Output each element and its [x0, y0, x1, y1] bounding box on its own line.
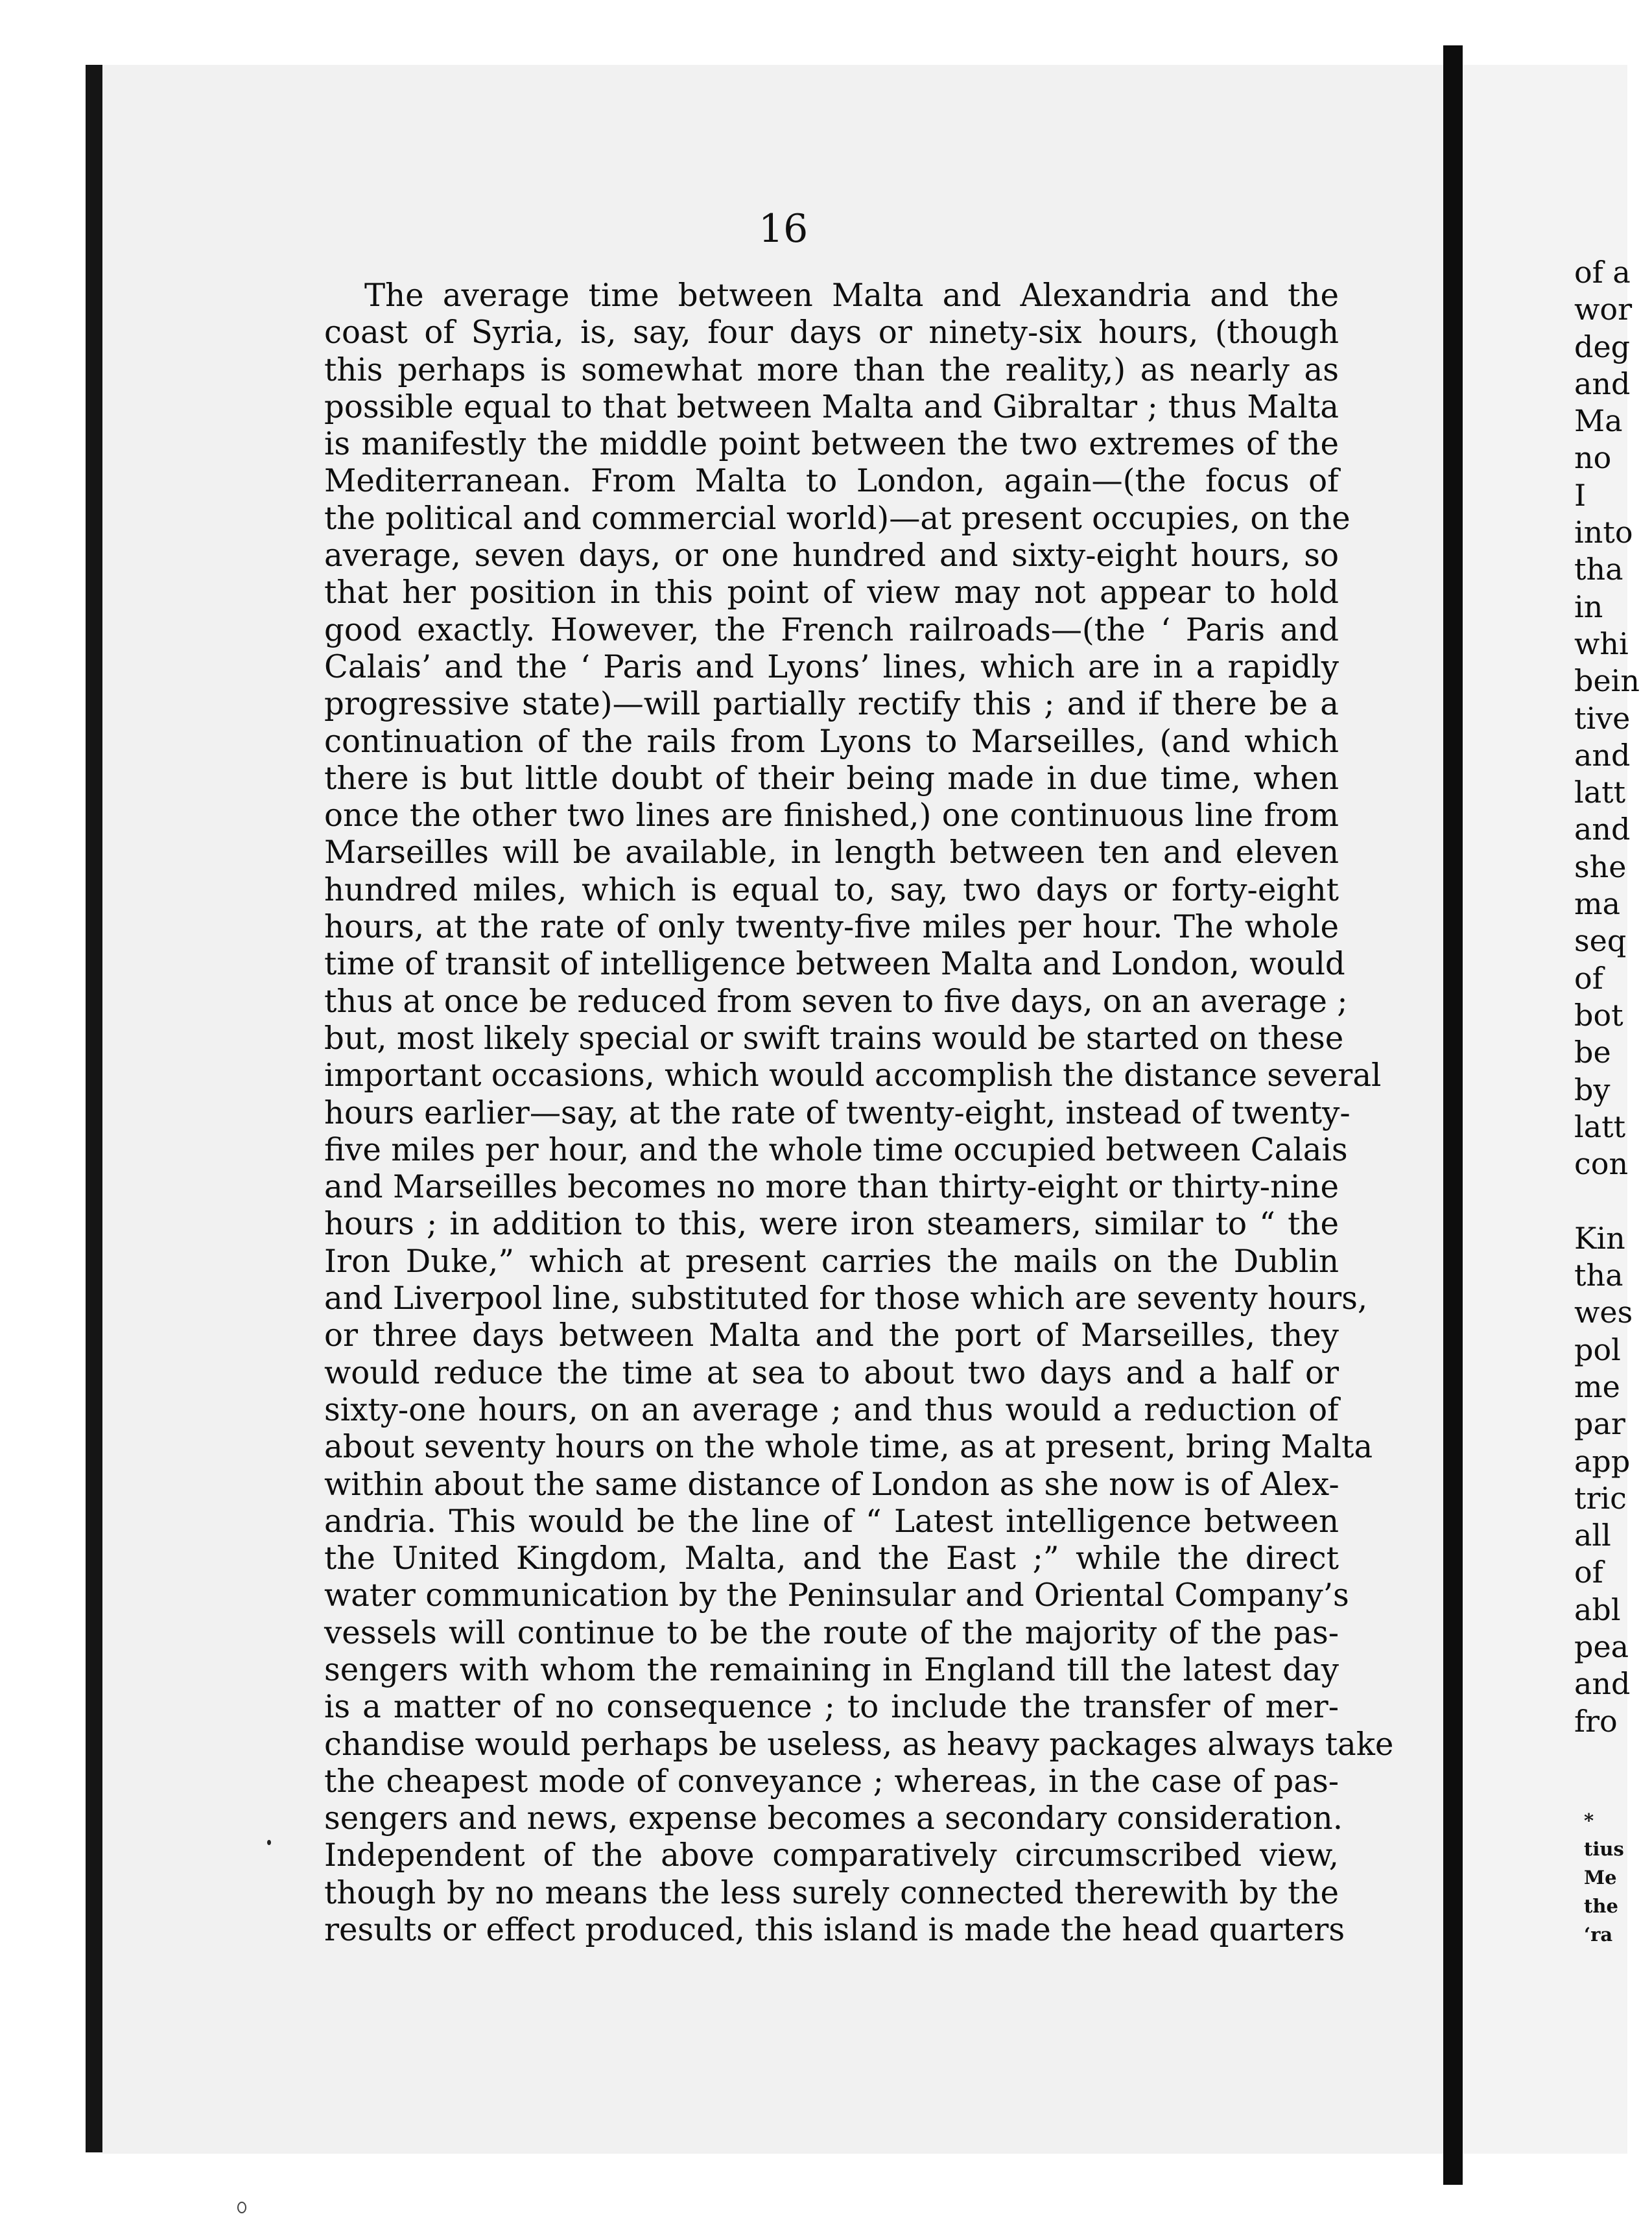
- ink-speck: [267, 1840, 271, 1845]
- text-line: or three days between Malta and the port of Marseilles, they: [324, 1317, 1339, 1354]
- next-page-line: tha: [1574, 552, 1623, 587]
- next-page-line: tive: [1574, 700, 1631, 736]
- next-page-line: I: [1574, 477, 1587, 513]
- next-page-line: whi: [1574, 626, 1629, 661]
- next-page-line: pea: [1574, 1629, 1629, 1664]
- next-page-line: wes: [1574, 1295, 1633, 1330]
- text-line: the cheapest mode of conveyance ; whereas, in the case of pas-: [324, 1763, 1339, 1800]
- next-page-line: and: [1574, 1666, 1631, 1702]
- text-line: Calais’ and the ‘ Paris and Lyons’ lines, which are in a rapidly: [324, 648, 1339, 685]
- next-page-line: wor: [1574, 292, 1633, 327]
- text-line: Mediterranean. From Malta to London, again—(the focus of: [324, 463, 1339, 500]
- next-page-line: into: [1574, 515, 1633, 550]
- next-page-text: [1574, 254, 1652, 1740]
- text-line: chandise would perhaps be useless, as heavy packages always take: [324, 1726, 1394, 1763]
- next-page-line: con: [1574, 1146, 1629, 1182]
- next-page-line: tric: [1574, 1480, 1627, 1516]
- next-page-line: and: [1574, 366, 1631, 401]
- next-page-line: of: [1574, 960, 1603, 996]
- next-page-line: in: [1574, 589, 1603, 624]
- text-line: and Liverpool line, substituted for those which are seventy hours,: [324, 1280, 1368, 1317]
- text-line: progressive state)—will partially rectify this ; and if there be a: [324, 686, 1339, 723]
- text-line: water communication by the Peninsular and Oriental Company’s: [324, 1577, 1349, 1614]
- body-text: [324, 277, 1394, 1949]
- text-line: hours earlier—say, at the rate of twenty-eight, instead of twenty-: [324, 1094, 1351, 1131]
- text-line: continuation of the rails from Lyons to Marseilles, (and which: [324, 723, 1339, 760]
- next-page-line: all: [1574, 1518, 1611, 1553]
- text-line: coast of Syria, is, say, four days or ninety-six hours, (though: [324, 314, 1339, 351]
- next-page-line: be: [1574, 1035, 1611, 1070]
- text-line: hundred miles, which is equal to, say, two days or forty-eight: [324, 871, 1339, 908]
- text-line: hours, at the rate of only twenty-five miles per hour. The whole: [324, 909, 1339, 946]
- next-page-line: me: [1574, 1369, 1620, 1404]
- next-page-line: bot: [1574, 997, 1623, 1033]
- next-page-line: latt: [1574, 775, 1626, 810]
- text-line: thus at once be reduced from seven to five days, on an average ;: [324, 983, 1348, 1020]
- text-line: but, most likely special or swift trains would be started on these: [324, 1020, 1344, 1057]
- text-line: is a matter of no consequence ; to include the transfer of mer-: [324, 1689, 1339, 1726]
- text-line: this perhaps is somewhat more than the reality,) as nearly as: [324, 351, 1339, 388]
- text-line: time of transit of intelligence between Malta and London, would: [324, 946, 1345, 983]
- next-page-line: of: [1574, 1555, 1603, 1590]
- next-page-line: seq: [1574, 923, 1627, 959]
- text-line: within about the same distance of London as she now is of Alex-: [324, 1466, 1339, 1503]
- next-page-note-line: Me: [1584, 1866, 1617, 1889]
- text-line: andria. This would be the line of “ Latest intelligence between: [324, 1503, 1339, 1540]
- text-line: hours ; in addition to this, were iron steamers, similar to “ the: [324, 1206, 1339, 1243]
- next-page-line: by: [1574, 1072, 1611, 1107]
- next-page-line: and: [1574, 737, 1631, 773]
- next-page-footnote: [1584, 1806, 1636, 1949]
- text-line: sixty-one hours, on an average ; and thus would a reduction of: [324, 1391, 1339, 1428]
- next-page-note-line: *: [1584, 1809, 1594, 1831]
- next-page-note-line: the: [1584, 1895, 1618, 1917]
- text-line: though by no means the less surely connected therewith by the: [324, 1874, 1339, 1911]
- paper-mark: [237, 2202, 246, 2213]
- page-gutter: [1443, 45, 1463, 2185]
- text-line: the political and commercial world)—at present occupies, on the: [324, 500, 1351, 537]
- next-page-line: par: [1574, 1406, 1625, 1442]
- text-line: average, seven days, or one hundred and sixty-eight hours, so: [324, 537, 1339, 574]
- next-page-line: [1574, 1183, 1652, 1219]
- text-line: Marseilles will be available, in length between ten and eleven: [324, 834, 1339, 871]
- text-line: The average time between Malta and Alexandria and the: [364, 277, 1339, 314]
- next-page-line: she: [1574, 849, 1627, 884]
- text-line: the United Kingdom, Malta, and the East ;” while the direct: [324, 1540, 1339, 1577]
- text-line: five miles per hour, and the whole time occupied between Calais: [324, 1131, 1348, 1168]
- text-line: sengers with whom the remaining in England till the latest day: [324, 1651, 1339, 1688]
- next-page-line: ma: [1574, 886, 1621, 922]
- next-page-line: Ma: [1574, 403, 1623, 439]
- text-line: that her position in this point of view may not appear to hold: [324, 574, 1339, 611]
- text-line: results or effect produced, this island is made the head quarters: [324, 1912, 1345, 1949]
- next-page-line: pol: [1574, 1332, 1621, 1367]
- next-page-line: tha: [1574, 1258, 1623, 1293]
- text-line: and Marseilles becomes no more than thirty-eight or thirty-nine: [324, 1169, 1339, 1206]
- text-line: once the other two lines are finished,) one continuous line from: [324, 797, 1339, 834]
- text-line: is manifestly the middle point between the two extremes of the: [324, 426, 1339, 463]
- next-page-note-line: tius: [1584, 1838, 1624, 1860]
- page-number: 16: [759, 206, 808, 252]
- next-page-line: of a: [1574, 255, 1631, 290]
- binding-shadow: [86, 65, 102, 2152]
- text-line: vessels will continue to be the route of the majority of the pas-: [324, 1614, 1339, 1651]
- text-line: Iron Duke,” which at present carries the mails on the Dublin: [324, 1243, 1339, 1280]
- next-page-line: app: [1574, 1443, 1631, 1479]
- next-page-line: latt: [1574, 1109, 1626, 1144]
- next-page-line: fro: [1574, 1703, 1618, 1739]
- text-line: about seventy hours on the whole time, as at present, bring Malta: [324, 1429, 1373, 1466]
- next-page-line: deg: [1574, 329, 1631, 364]
- text-line: good exactly. However, the French railroads—(the ‘ Paris and: [324, 611, 1339, 648]
- text-line: would reduce the time at sea to about two days and a half or: [324, 1354, 1339, 1391]
- text-line: Independent of the above comparatively circumscribed view,: [324, 1837, 1339, 1874]
- text-line: possible equal to that between Malta and Gibraltar ; thus Malta: [324, 388, 1339, 425]
- text-line: sengers and news, expense becomes a secondary consideration.: [324, 1800, 1343, 1837]
- text-line: important occasions, which would accomplish the distance several: [324, 1057, 1382, 1094]
- next-page-line: and: [1574, 812, 1631, 847]
- next-page-line: abl: [1574, 1592, 1621, 1627]
- next-page-line: bein: [1574, 663, 1640, 699]
- next-page-line: no: [1574, 440, 1612, 476]
- next-page-note-line: ‘ra: [1584, 1924, 1613, 1946]
- text-line: there is but little doubt of their being made in due time, when: [324, 760, 1339, 797]
- next-page-line: Kin: [1574, 1220, 1625, 1256]
